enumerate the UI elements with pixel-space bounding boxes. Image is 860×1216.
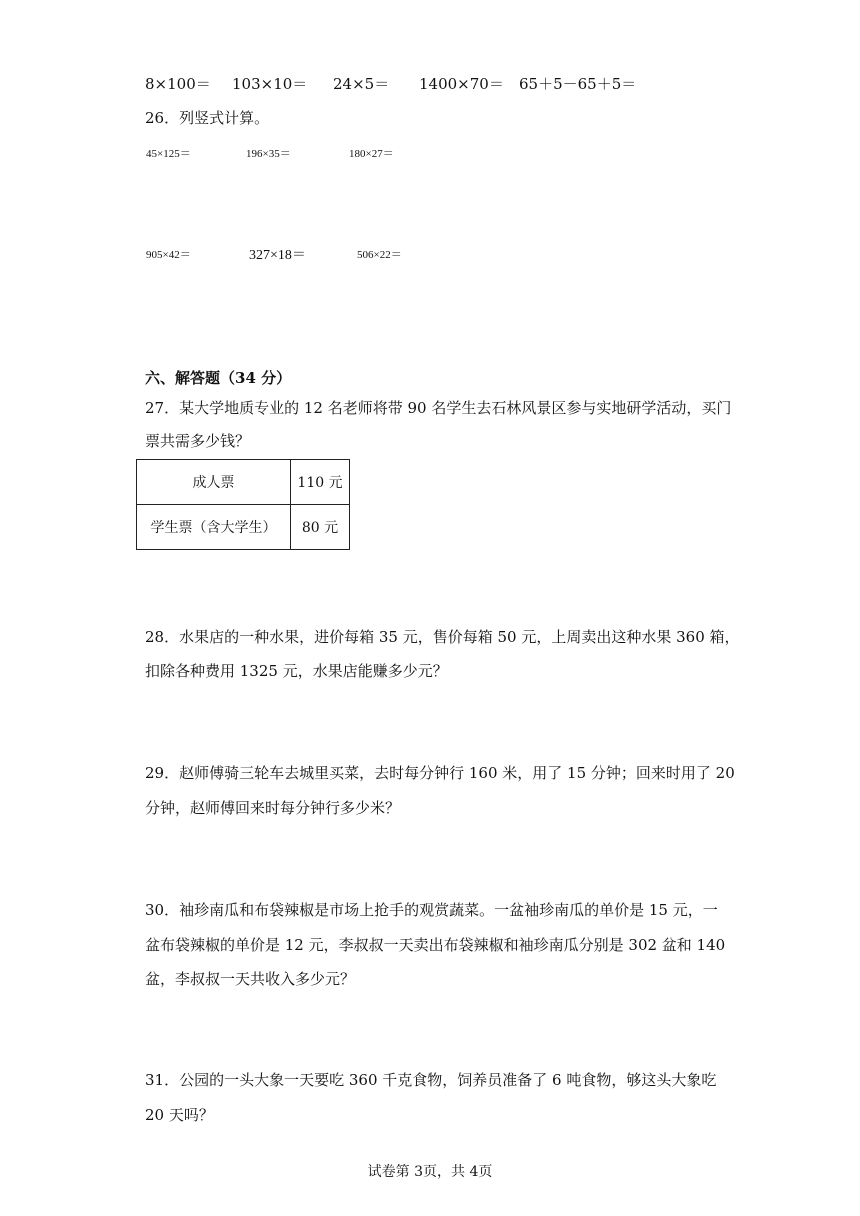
q27-line-1: 27．某大学地质专业的 12 名老师将带 90 名学生去石林风景区参与实地研学活动，买门: [145, 399, 732, 417]
table-row: [137, 460, 350, 505]
q26-expr-3: 180×27＝: [349, 148, 394, 160]
q28-line-1: 28．水果店的一种水果，进价每箱 35 元，售价每箱 50 元，上周卖出这种水果 360 箱，: [145, 628, 740, 646]
calc-item-1: 8×100＝: [145, 75, 211, 93]
q26-expr-2: 196×35＝: [246, 148, 291, 160]
calc-item-4: 1400×70＝: [419, 75, 504, 93]
table-cell-label: 成人票: [137, 460, 291, 505]
q29-line-2: 分钟，赵师傅回来时每分钟行多少米？: [145, 799, 401, 817]
q30-line-3: 盆，李叔叔一天共收入多少元？: [145, 970, 356, 988]
q31-line-1: 31．公园的一头大象一天要吃 360 千克食物，饲养员准备了 6 吨食物，够这头大象吃: [145, 1071, 717, 1089]
q26-title: 26．列竖式计算。: [145, 109, 270, 127]
q27-line-2: 票共需多少钱？: [145, 432, 251, 450]
table-row: [137, 505, 350, 550]
table-cell-price: 110 元: [291, 460, 350, 505]
calc-item-2: 103×10＝: [232, 75, 308, 93]
q26-expr-4: 905×42＝: [146, 249, 191, 261]
q30-line-2: 盆布袋辣椒的单价是 12 元，李叔叔一天卖出布袋辣椒和袖珍南瓜分别是 302 盆和 140: [145, 936, 726, 954]
q26-expr-1: 45×125＝: [146, 148, 191, 160]
section-heading: 六、解答题（34 分）: [145, 369, 292, 387]
table-cell-price: 80 元: [291, 505, 350, 550]
q30-line-1: 30．袖珍南瓜和布袋辣椒是市场上抢手的观赏蔬菜。一盆袖珍南瓜的单价是 15 元，一: [145, 901, 718, 919]
q28-line-2: 扣除各种费用 1325 元，水果店能赚多少元？: [145, 662, 448, 680]
q26-expr-5: 327×18＝: [249, 248, 306, 263]
q31-line-2: 20 天吗？: [145, 1106, 214, 1124]
table-cell-label: 学生票（含大学生）: [137, 505, 291, 550]
q26-expr-6: 506×22＝: [357, 249, 402, 261]
page-footer: 试卷第 3页，共 4页: [367, 1164, 493, 1180]
calc-item-3: 24×5＝: [333, 75, 390, 93]
q29-line-1: 29．赵师傅骑三轮车去城里买菜，去时每分钟行 160 米，用了 15 分钟；回来时用了 20: [145, 764, 735, 782]
ticket-price-table: [136, 459, 350, 550]
calc-item-5: 65＋5－65＋5＝: [519, 75, 637, 93]
